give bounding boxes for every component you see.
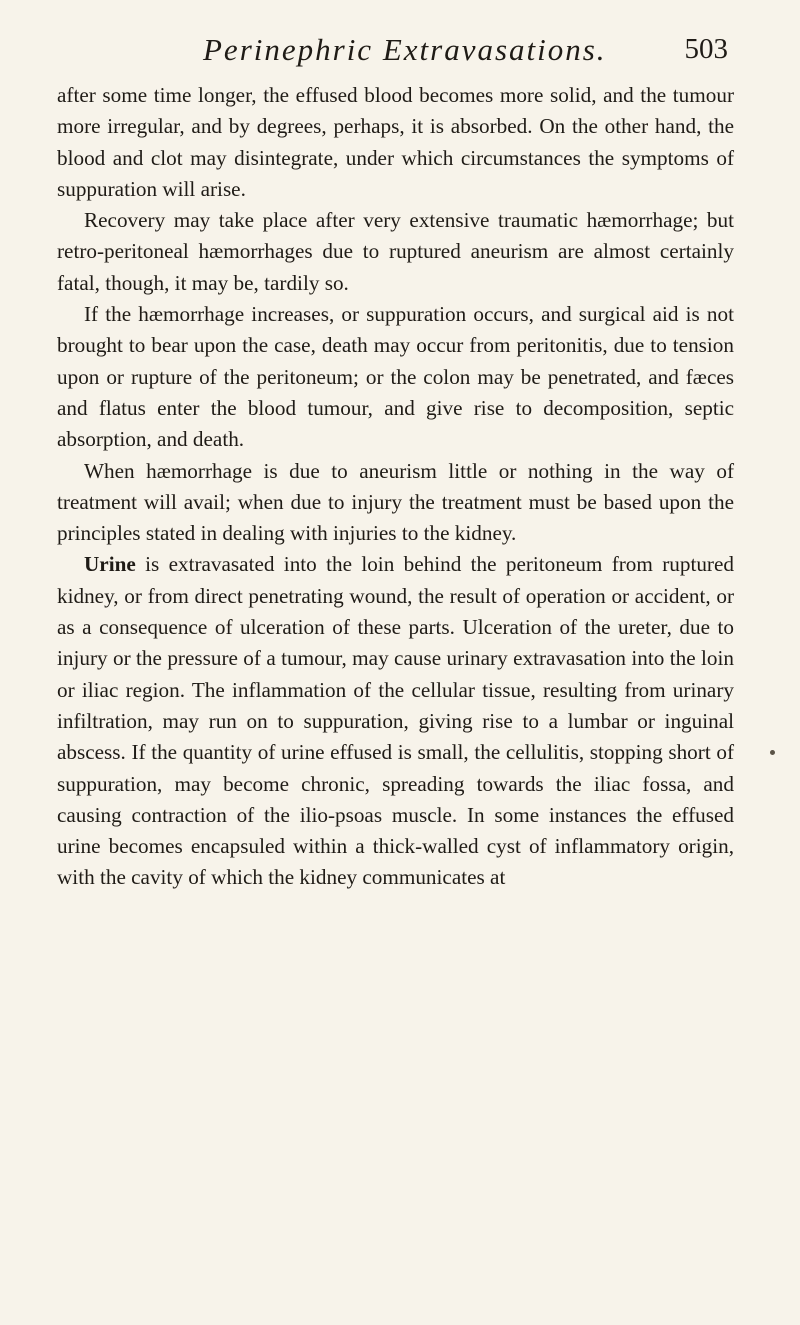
paragraph-recovery: Recovery may take place after very extensive traumatic hæmorrhage; but retro-peritoneal hæmorrhages due to ruptured aneurism are almost certainly fatal, though, it may be, tardily so. bbox=[57, 208, 734, 295]
page-number: 503 bbox=[684, 33, 728, 65]
paragraph-treatment: When hæmorrhage is due to aneurism little or nothing in the way of treatment will avail; when due to injury the treatment must be based upon the principles stated in dealing with injuries to the kidney. bbox=[57, 458, 734, 546]
paragraph-urine bbox=[57, 549, 734, 893]
urine-heading-word: Urine bbox=[84, 552, 136, 577]
body-text bbox=[57, 80, 734, 894]
urine-paragraph-text: is extravasated into the loin behind the peritoneum from ruptured kidney, or from direct penetrating wound, the result of operation or accident, or as a consequence of ulceration of these parts. Ulceration of the ureter, due to injury or the pressure of a tumour, may cause urinary extravasation into the loin or iliac region. The inflammation of the cellular tissue, resulting from urinary infiltration, may run on to suppuration, giving rise to a lumbar or inguinal abscess. If the quantity of urine effused is small, the cellulitis, stopping short of suppuration, may become chronic, spreading towards the iliac fossa, and causing contraction of the ilio-psoas muscle. In some instances the effused urine becomes encapsuled within a thick-walled cyst of inflammatory origin, with the cavity of which the kidney communicates at bbox=[57, 552, 734, 890]
running-head bbox=[57, 0, 734, 70]
running-title: Perinephric Extravasations. bbox=[203, 32, 607, 67]
paragraph-haemorrhage-increase: If the hæmorrhage increases, or suppuration occurs, and surgical aid is not brought to bear upon the case, death may occur from peritonitis, due to tension upon or rupture of the peritoneum; or the colon may be penetrated, and fæces and flatus enter the blood tumour, and give rise to decomposition, septic absorption, and death. bbox=[57, 302, 734, 452]
margin-mark bbox=[770, 750, 775, 755]
paragraph-continuation: after some time longer, the effused blood becomes more solid, and the tumour more irregular, and by degrees, perhaps, it is absorbed. On the other hand, the blood and clot may disintegrate, under which circumstances the symptoms of suppuration will arise. bbox=[57, 83, 734, 201]
